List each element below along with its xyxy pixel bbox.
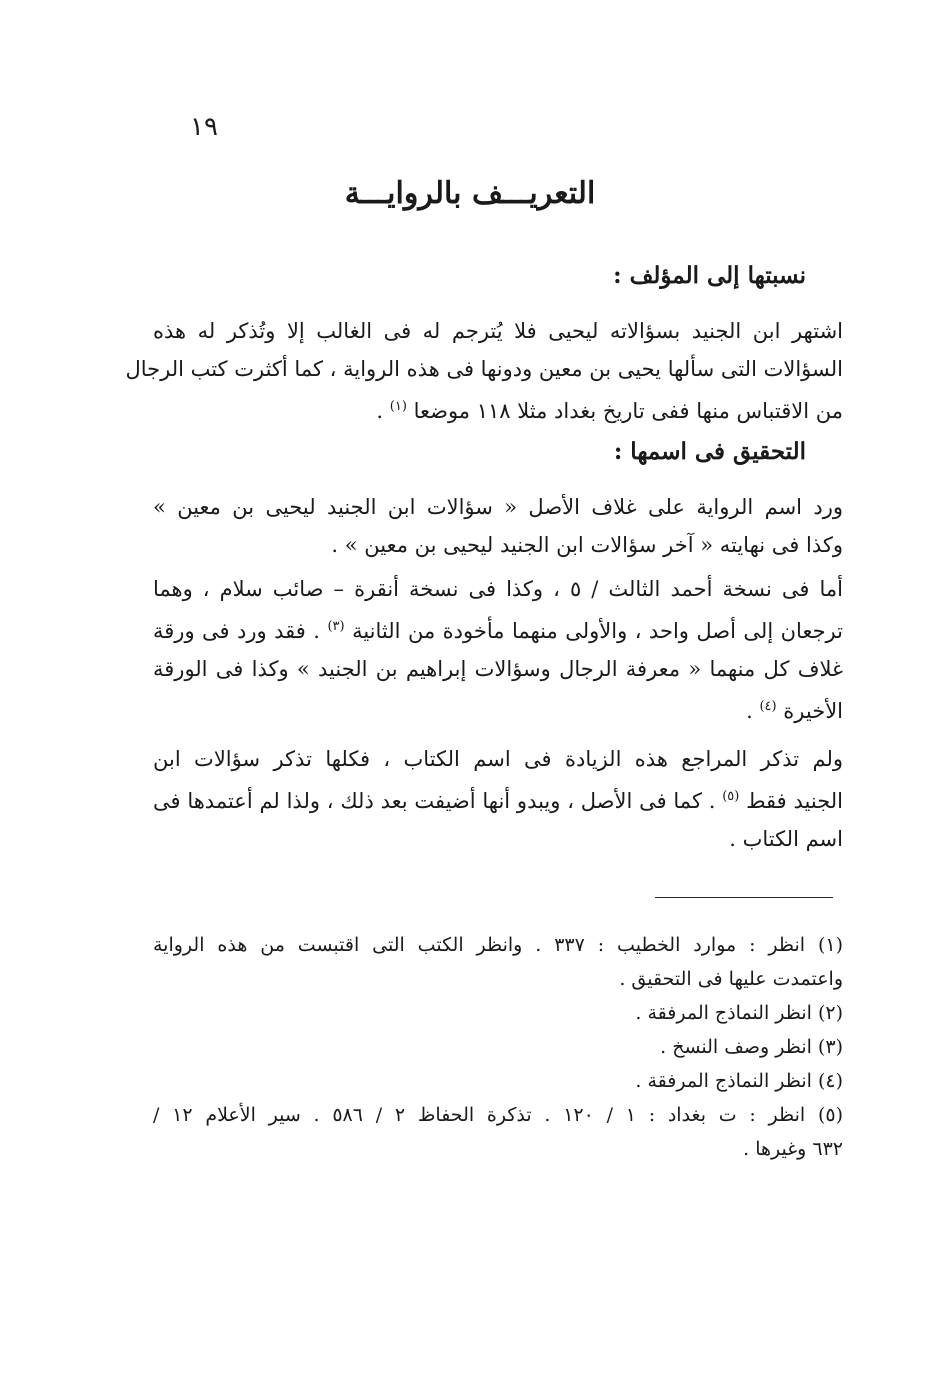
paragraph-line: غلاف كل منهما « معرفة الرجال وسؤالات إبراهيم بن الجنيد » وكذا فى الورقة <box>153 657 843 681</box>
footnote-1: (١) انظر : موارد الخطيب : ٣٣٧ . وانظر الكتب التى اقتبست من هذه الرواية <box>153 934 843 956</box>
paragraph-line: ورد اسم الرواية على غلاف الأصل « سؤالات ابن الجنيد ليحيى بن معين » <box>153 495 843 519</box>
section-heading-attribution: نسبتها إلى المؤلف : <box>613 262 806 289</box>
paragraph-text: من الاقتباس منها ففى تاريخ بغداد مثلا ١١٨ موضعا <box>413 399 843 423</box>
footnote-ref: (١) <box>389 399 407 414</box>
paragraph-naming-2 <box>153 570 843 730</box>
section-heading-naming: التحقيق فى اسمها : <box>613 438 806 465</box>
paragraph-text: . كما فى الأصل ، ويبدو أنها أضيفت بعد ذلك ، ولذا لم أعتمدها فى <box>153 789 723 813</box>
paragraph-line <box>153 688 843 730</box>
paragraph-text: . فقد ورد فى ورقة <box>153 619 328 643</box>
paragraph-naming-3 <box>153 740 843 858</box>
footnote-3: (٣) انظر وصف النسخ . <box>660 1036 843 1058</box>
paragraph-text: . <box>746 699 760 723</box>
paragraph-line: ولم تذكر المراجع هذه الزيادة فى اسم الكتاب ، فكلها تذكر سؤالات ابن <box>153 747 843 771</box>
footnote-4: (٤) انظر النماذج المرفقة . <box>635 1070 843 1092</box>
paragraph-line: اسم الكتاب . <box>729 827 843 851</box>
paragraph-line: وكذا فى نهايته « آخر سؤالات ابن الجنيد ليحيى بن معين » . <box>331 533 843 557</box>
footnote-ref: (٥) <box>722 789 740 804</box>
paragraph-naming-1 <box>153 488 843 564</box>
footnote-ref: (٣) <box>327 619 345 634</box>
footnotes <box>153 928 843 1166</box>
footnote-divider <box>655 897 833 898</box>
footnote-2: (٢) انظر النماذج المرفقة . <box>635 1002 843 1024</box>
paragraph-text: ترجعان إلى أصل واحد ، والأولى منهما مأخودة من الثانية <box>352 619 843 643</box>
paragraph-text: . <box>376 399 390 423</box>
page-title: التعريـــف بالروايـــة <box>344 176 596 211</box>
footnote-ref: (٤) <box>759 699 777 714</box>
paragraph-line <box>153 778 843 820</box>
paragraph-text: الأخيرة <box>783 699 843 723</box>
paragraph-line <box>153 388 843 430</box>
paragraph-line: السؤالات التى سألها يحيى بن معين ودونها فى هذه الرواية ، كما أكثرت كتب الرجال <box>125 357 843 381</box>
paragraph-line <box>153 608 843 650</box>
footnote-1-continued: واعتمدت عليها فى التحقيق . <box>619 968 843 990</box>
paragraph-line: اشتهر ابن الجنيد بسؤالاته ليحيى فلا يُترجم له فى الغالب إلا وتُذكر له هذه <box>153 319 843 343</box>
footnote-5-continued: ٦٣٢ وغيرها . <box>743 1138 843 1160</box>
footnote-5: (٥) انظر : ت بغداد : ١ / ١٢٠ . تذكرة الحفاظ ٢ / ٥٨٦ . سير الأعلام ١٢ / <box>153 1104 843 1126</box>
paragraph-attribution <box>125 312 843 430</box>
paragraph-text: الجنيد فقط <box>746 789 843 813</box>
paragraph-line: أما فى نسخة أحمد الثالث / ٥ ، وكذا فى نسخة أنقرة – صائب سلام ، وهما <box>153 577 843 601</box>
page-number: ١٩ <box>190 112 218 142</box>
